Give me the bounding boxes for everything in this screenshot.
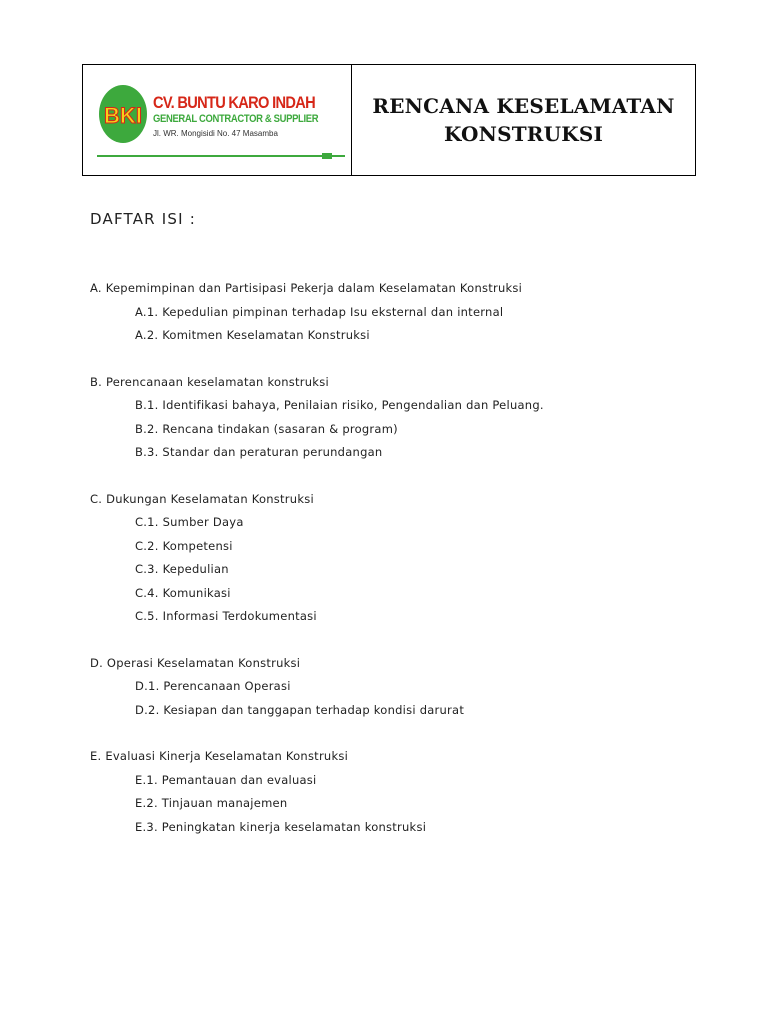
toc-section-c: [90, 491, 710, 632]
toc-item: C.5. Informasi Terdokumentasi: [135, 609, 317, 623]
toc-section-title: E. Evaluasi Kinerja Keselamatan Konstruksi: [90, 749, 349, 763]
toc-section-title: D. Operasi Keselamatan Konstruksi: [90, 655, 301, 670]
document-header: [82, 64, 696, 176]
toc-item: D.1. Perencanaan Operasi: [135, 679, 291, 693]
toc-item: E.1. Pemantauan dan evaluasi: [135, 772, 317, 787]
toc-item: C.1. Sumber Daya: [135, 515, 244, 529]
toc-section-d: [90, 655, 710, 726]
document-title-line2: KONSTRUKSI: [443, 122, 604, 146]
toc-item: B.1. Identifikasi bahaya, Penilaian risiko, Pengendalian dan Peluang.: [135, 398, 544, 412]
toc-item: E.2. Tinjauan manajemen: [135, 796, 288, 810]
document-title: [352, 65, 695, 175]
toc-section-title: A. Kepemimpinan dan Partisipasi Pekerja dalam Keselamatan Konstruksi: [90, 281, 523, 295]
document-title-line1: RENCANA KESELAMATAN: [372, 94, 675, 118]
toc-item: D.2. Kesiapan dan tanggapan terhadap kondisi darurat: [135, 702, 465, 717]
toc-section-b: [90, 374, 710, 468]
bki-logo-icon: [97, 83, 153, 145]
toc-item: C.4. Komunikasi: [135, 585, 231, 600]
toc-section-e: [90, 748, 710, 842]
logo-initials: BKI: [104, 103, 142, 128]
toc-item: C.3. Kepedulian: [135, 562, 229, 576]
toc-item: A.2. Komitmen Keselamatan Konstruksi: [135, 328, 370, 342]
toc-section-a: [90, 280, 710, 351]
toc-section-title: B. Perencanaan keselamatan konstruksi: [90, 374, 329, 389]
logo-cell: [83, 65, 352, 175]
company-name: CV. BUNTU KARO INDAH: [153, 93, 315, 112]
toc-item: A.1. Kepedulian pimpinan terhadap Isu eksternal dan internal: [135, 304, 504, 319]
toc-heading: DAFTAR ISI :: [90, 210, 196, 228]
toc-item: B.3. Standar dan peraturan perundangan: [135, 445, 383, 459]
logo-text-block: [153, 93, 348, 140]
company-tagline: GENERAL CONTRACTOR & SUPPLIER: [153, 113, 319, 125]
company-address: Jl. WR. Mongisidi No. 47 Masamba: [153, 129, 278, 138]
table-of-contents: [90, 280, 710, 865]
toc-item: C.2. Kompetensi: [135, 538, 233, 553]
toc-item: B.2. Rencana tindakan (sasaran & program): [135, 421, 398, 436]
toc-item: E.3. Peningkatan kinerja keselamatan konstruksi: [135, 819, 427, 834]
toc-section-title: C. Dukungan Keselamatan Konstruksi: [90, 491, 314, 506]
logo-underline-bar: [97, 153, 345, 161]
